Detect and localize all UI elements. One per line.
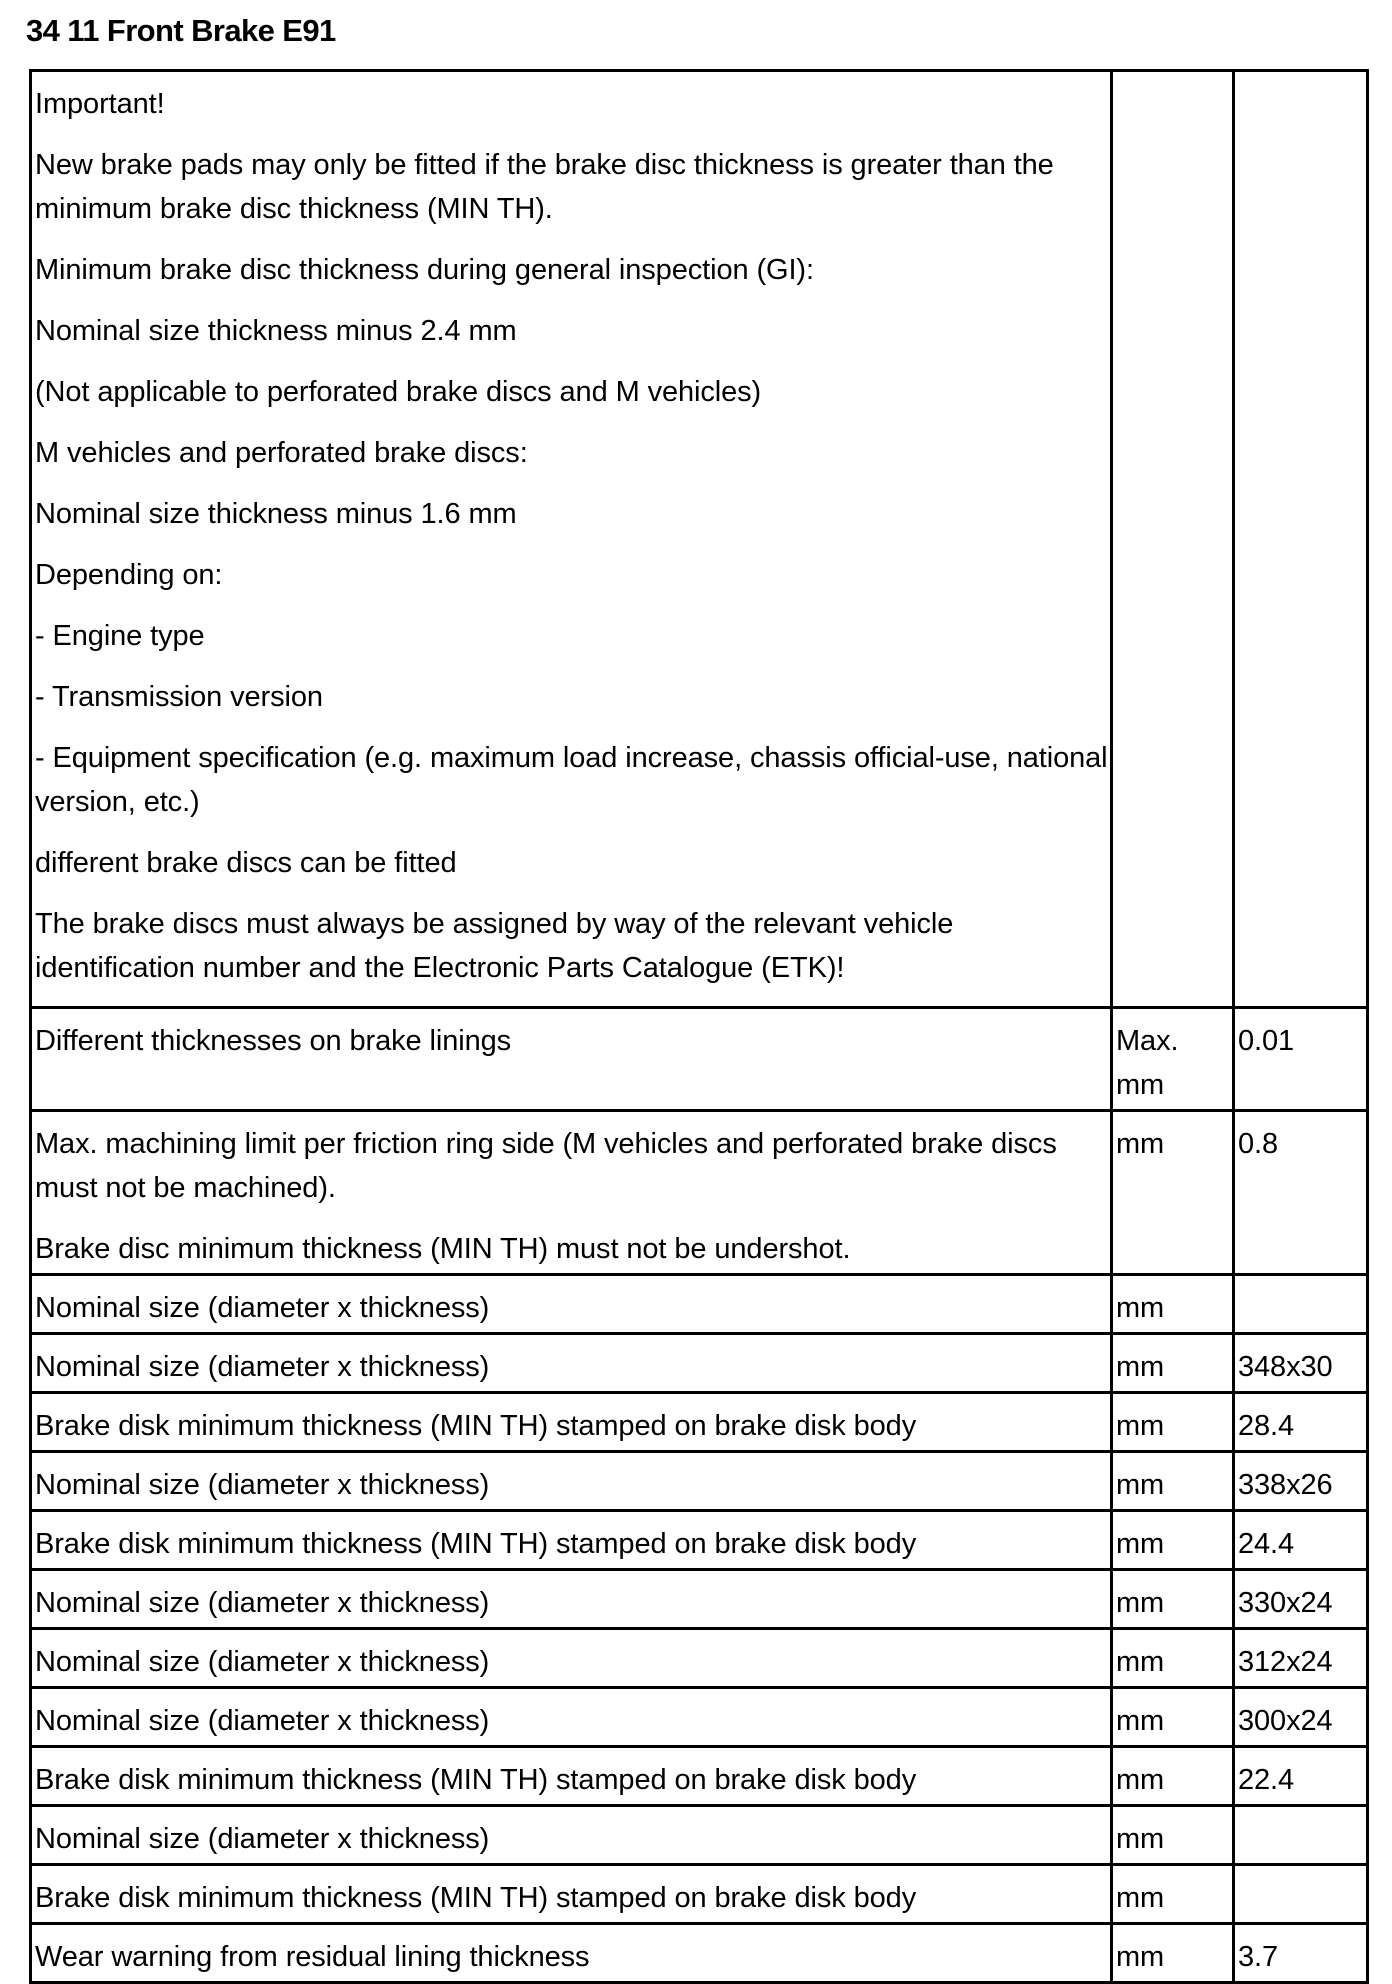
table-row [31, 1008, 1368, 1111]
row-value: 28.4 [1234, 1393, 1368, 1452]
intro-paragraph: (Not applicable to perforated brake discs and M vehicles) [35, 376, 762, 408]
row-label: Brake disk minimum thickness (MIN TH) stamped on brake disk body [31, 1865, 1112, 1924]
row-label: Brake disk minimum thickness (MIN TH) stamped on brake disk body [31, 1393, 1112, 1452]
page-title: 34 11 Front Brake E91 [26, 13, 336, 48]
intro-paragraph: M vehicles and perforated brake discs: [35, 437, 528, 469]
row-unit: mm [1112, 1570, 1234, 1629]
row-value [1234, 1806, 1368, 1865]
intro-paragraph: - Engine type [35, 620, 205, 652]
table-row [31, 1747, 1368, 1806]
row-unit: Max. mm [1112, 1008, 1234, 1111]
row-label: Nominal size (diameter x thickness) [31, 1334, 1112, 1393]
intro-unit-cell [1112, 71, 1234, 1008]
row-note: Brake disc minimum thickness (MIN TH) must not be undershot. [35, 1233, 851, 1265]
row-value [1234, 1865, 1368, 1924]
specification-table [29, 69, 1369, 1984]
row-label: Different thicknesses on brake linings [31, 1008, 1112, 1111]
row-value: 3.7 [1234, 1924, 1368, 1983]
row-unit: mm [1112, 1924, 1234, 1983]
intro-paragraph: Minimum brake disc thickness during general inspection (GI): [35, 254, 814, 286]
row-unit: mm [1112, 1629, 1234, 1688]
row-unit: mm [1112, 1511, 1234, 1570]
table-row [31, 1924, 1368, 1983]
row-unit: mm [1112, 1275, 1234, 1334]
row-unit: mm [1112, 1452, 1234, 1511]
row-unit: mm [1112, 1334, 1234, 1393]
row-unit: mm [1112, 1747, 1234, 1806]
intro-cell [31, 71, 1112, 1008]
table-row [31, 1806, 1368, 1865]
table-row [31, 1688, 1368, 1747]
row-unit: mm [1112, 1806, 1234, 1865]
intro-paragraph: The brake discs must always be assigned by way of the relevant vehicle identification number and the Electronic Parts Catalogue (ETK)! [35, 908, 954, 984]
table-row [31, 1393, 1368, 1452]
row-label-cell [31, 1111, 1112, 1275]
row-label: Nominal size (diameter x thickness) [31, 1570, 1112, 1629]
row-unit: mm [1112, 1111, 1234, 1275]
table-row [31, 1629, 1368, 1688]
table-row [31, 1334, 1368, 1393]
row-unit: mm [1112, 1865, 1234, 1924]
intro-paragraph: Depending on: [35, 559, 223, 591]
row-label: Nominal size (diameter x thickness) [31, 1806, 1112, 1865]
table-row [31, 1511, 1368, 1570]
row-unit: mm [1112, 1688, 1234, 1747]
intro-paragraph: - Equipment specification (e.g. maximum load increase, chassis official-use, national version, etc.) [35, 742, 1108, 818]
row-value: 0.8 [1234, 1111, 1368, 1275]
row-label: Wear warning from residual lining thickness [31, 1924, 1112, 1983]
row-value: 338x26 [1234, 1452, 1368, 1511]
row-value: 22.4 [1234, 1747, 1368, 1806]
table-row [31, 1275, 1368, 1334]
row-value: 300x24 [1234, 1688, 1368, 1747]
intro-value-cell [1234, 71, 1368, 1008]
table-row [31, 1865, 1368, 1924]
row-label: Nominal size (diameter x thickness) [31, 1629, 1112, 1688]
row-value [1234, 1275, 1368, 1334]
row-unit: mm [1112, 1393, 1234, 1452]
row-label: Nominal size (diameter x thickness) [31, 1275, 1112, 1334]
table-row [31, 1111, 1368, 1275]
row-label: Nominal size (diameter x thickness) [31, 1452, 1112, 1511]
table-row [31, 1452, 1368, 1511]
row-label: Brake disk minimum thickness (MIN TH) stamped on brake disk body [31, 1511, 1112, 1570]
row-label: Brake disk minimum thickness (MIN TH) stamped on brake disk body [31, 1747, 1112, 1806]
intro-paragraph: - Transmission version [35, 681, 323, 713]
intro-row [31, 71, 1368, 1008]
intro-paragraph: New brake pads may only be fitted if the brake disc thickness is greater than the minimum brake disc thickness (MIN TH). [35, 149, 1054, 225]
row-label: Nominal size (diameter x thickness) [31, 1688, 1112, 1747]
row-value: 348x30 [1234, 1334, 1368, 1393]
intro-paragraph: Nominal size thickness minus 1.6 mm [35, 498, 517, 530]
row-value: 330x24 [1234, 1570, 1368, 1629]
row-value: 312x24 [1234, 1629, 1368, 1688]
intro-paragraph: Important! [35, 88, 165, 120]
intro-paragraph: Nominal size thickness minus 2.4 mm [35, 315, 517, 347]
row-label: Max. machining limit per friction ring side (M vehicles and perforated brake discs must not be machined). [35, 1128, 1057, 1204]
row-value: 24.4 [1234, 1511, 1368, 1570]
row-value: 0.01 [1234, 1008, 1368, 1111]
intro-paragraph: different brake discs can be fitted [35, 847, 457, 879]
table-row [31, 1570, 1368, 1629]
